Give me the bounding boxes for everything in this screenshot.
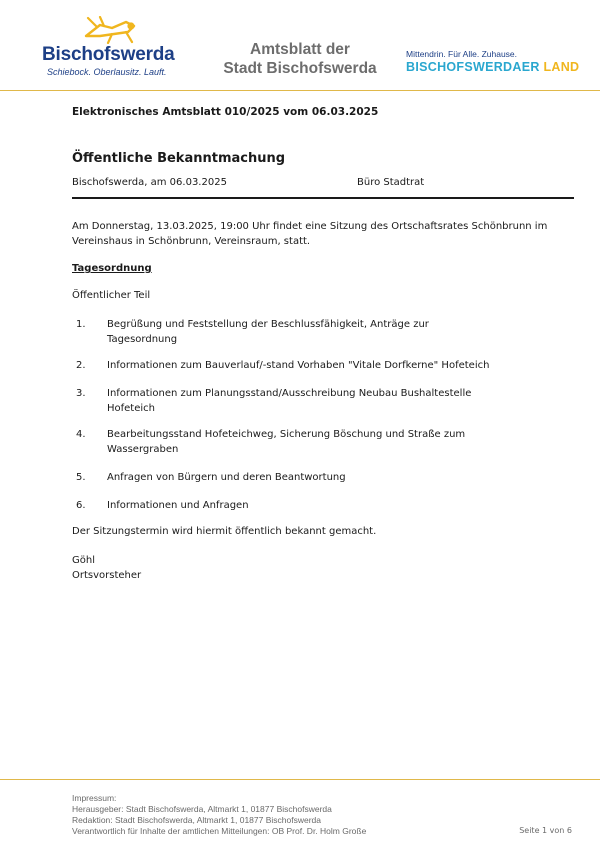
imprint-title: Impressum: bbox=[72, 793, 117, 803]
agenda-item-text: Begrüßung und Feststellung der Beschlussfähigkeit, Anträge zur Tagesordnung bbox=[107, 319, 429, 345]
imprint-editorial: Redaktion: Stadt Bischofswerda, Altmarkt 1, 01877 Bischofswerda bbox=[72, 815, 321, 825]
signer-role: Ortsvorsteher bbox=[72, 570, 142, 581]
agenda-item-number: 5. bbox=[76, 472, 86, 483]
logo-subtitle: Schiebock. Oberlausitz. Lauft. bbox=[47, 67, 167, 77]
agenda-item-number: 2. bbox=[76, 360, 86, 371]
agenda-item-text: Bearbeitungsstand Hofeteichweg, Sicherung Böschung und Straße zum Wassergraben bbox=[107, 429, 466, 455]
agenda-item-text: Anfragen von Bürgern und deren Beantwortung bbox=[107, 472, 346, 483]
agenda-item-number: 3. bbox=[76, 388, 86, 399]
agenda-item-number: 1. bbox=[76, 319, 86, 330]
agenda-item-text: Informationen zum Planungsstand/Ausschreibung Neubau Bushaltestelle Hofeteich bbox=[107, 388, 472, 414]
gazette-title-line-1: Amtsblatt der bbox=[250, 41, 350, 58]
page-number: Seite 1 von 6 bbox=[519, 826, 572, 835]
footer-divider bbox=[0, 779, 600, 780]
grasshopper-icon bbox=[82, 16, 142, 44]
agenda-item-text: Informationen zum Bauverlauf/-stand Vorhaben "Vitale Dorfkerne" Hofeteich bbox=[107, 360, 490, 371]
region-brand-main: BISCHOFSWERDAER bbox=[406, 60, 540, 74]
signer-name: Göhl bbox=[72, 555, 95, 566]
closing-statement: Der Sitzungstermin wird hiermit öffentlich bekannt gemacht. bbox=[72, 526, 377, 537]
issuing-office: Büro Stadtrat bbox=[357, 177, 425, 188]
imprint-responsible: Verantwortlich für Inhalte der amtlichen Mitteilungen: OB Prof. Dr. Holm Große bbox=[72, 826, 367, 836]
gazette-title bbox=[200, 40, 400, 78]
place-date: Bischofswerda, am 06.03.2025 bbox=[72, 177, 227, 188]
agenda-item-text: Informationen und Anfragen bbox=[107, 500, 249, 511]
agenda-item-number: 4. bbox=[76, 429, 86, 440]
imprint-publisher: Herausgeber: Stadt Bischofswerda, Altmarkt 1, 01877 Bischofswerda bbox=[72, 804, 332, 814]
bischofswerdaer-land-logo bbox=[406, 49, 586, 74]
agenda-item-number: 6. bbox=[76, 500, 86, 511]
gazette-title-line-2: Stadt Bischofswerda bbox=[223, 60, 377, 77]
signature-block bbox=[72, 553, 141, 583]
header-divider bbox=[0, 90, 600, 91]
region-brand-land: LAND bbox=[543, 60, 580, 74]
page-header bbox=[0, 0, 600, 92]
title-divider bbox=[72, 197, 574, 199]
edition-line: Elektronisches Amtsblatt 010/2025 vom 06.03.2025 bbox=[72, 106, 379, 118]
public-part-label: Öffentlicher Teil bbox=[72, 290, 151, 301]
region-tagline: Mittendrin. Für Alle. Zuhause. bbox=[406, 49, 518, 59]
notice-title: Öffentliche Bekanntmachung bbox=[72, 151, 286, 166]
bischofswerda-logo bbox=[40, 16, 180, 82]
imprint bbox=[72, 793, 366, 837]
intro-paragraph: Am Donnerstag, 13.03.2025, 19:00 Uhr findet eine Sitzung des Ortschaftsrates Schönbrunn im Vereinshaus in Schönbrunn, Vereinsraum, statt. bbox=[72, 221, 548, 247]
logo-title: Bischofswerda bbox=[42, 44, 175, 65]
agenda-heading: Tagesordnung bbox=[72, 263, 152, 274]
region-brand bbox=[406, 60, 586, 74]
